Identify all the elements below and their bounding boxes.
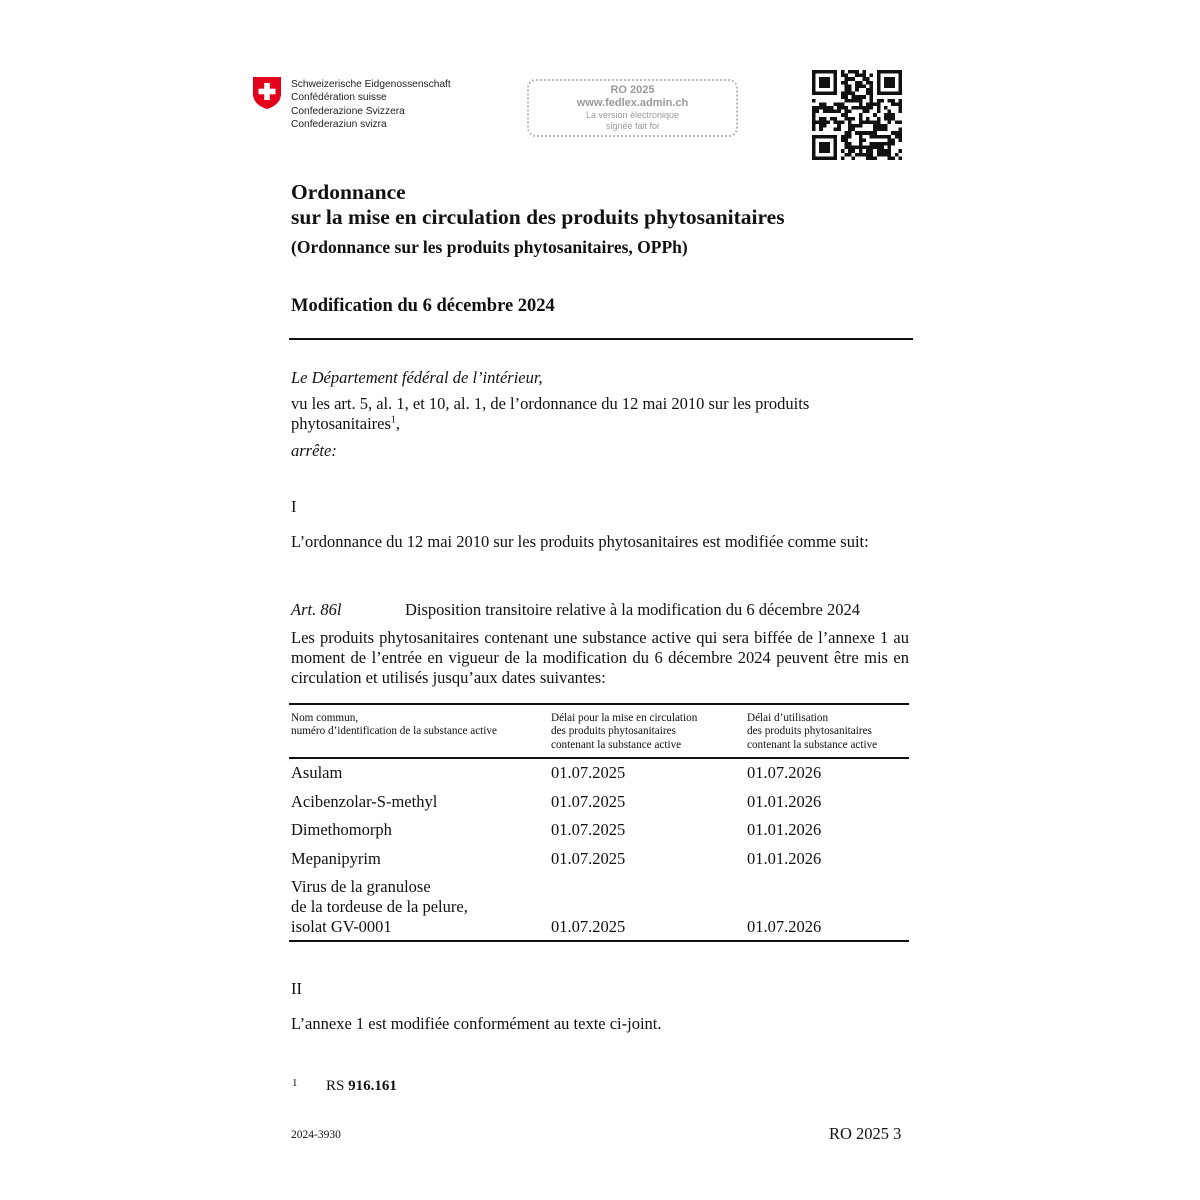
article-text: Les produits phytosanitaires contenant une substance active qui sera biffée de l’annexe 1 au moment de l’entrée en vigueur de la modification du 6 décembre 2024 peuvent être mis en circulation et utilisés jusqu’aux dates suivantes: [291,628,909,687]
swiss-flag-logo [252,76,282,110]
table-header-placing [551,712,697,752]
confederation-fr: Confédération suisse [291,92,387,104]
modification-date: Modification du 6 décembre 2024 [291,296,555,316]
confederation-de: Schweizerische Eidgenossenschaft [291,79,451,90]
header-line: Délai pour la mise en circulation [551,712,698,724]
section-number-1: I [291,497,297,516]
section-1-intro: L’ordonnance du 12 mai 2010 sur les produits phytosanitaires est modifiée comme suit: [291,532,869,551]
table-cell-use: 01.07.2026 [747,917,822,936]
stamp-url: www.fedlex.admin.ch [576,97,689,109]
footnote-reference: 916.161 [348,1078,397,1094]
table-cell-use: 01.01.2026 [747,849,822,868]
header-line: contenant la substance active [747,738,878,751]
decree: arrête: [291,441,337,460]
footnote-number: 1 [292,1077,298,1089]
name-line: de la tordeuse de la pelure, [291,897,468,916]
table-cell-name: Mepanipyrim [291,849,381,868]
document-number: 2024-3930 [291,1129,341,1141]
table-cell-placing: 01.07.2025 [551,792,626,811]
table-cell-placing: 01.07.2025 [551,849,626,868]
header-line: Nom commun, [291,712,359,724]
title-line-1: Ordonnance [291,180,406,204]
section-number-2: II [291,979,302,998]
legal-basis [291,394,911,434]
table-cell-placing: 01.07.2025 [551,820,626,839]
stamp-note-2: signée fait foi [605,121,660,131]
table-cell-placing: 01.07.2025 [551,763,626,782]
confederation-names [291,78,451,132]
article-label: Art. 86l [291,600,342,619]
header-line: Délai d’utilisation [747,712,829,724]
header-line: contenant la substance active [551,738,682,751]
table-cell-use: 01.07.2026 [747,763,822,782]
table-rule-bottom [289,940,909,942]
divider [289,338,913,340]
confederation-it: Confederazione Svizzera [291,105,405,117]
stamp-note-1: La version électronique [585,110,680,120]
header-line: numéro d’identification de la substance active [291,725,497,738]
stamp-ro: RO 2025 [610,84,655,96]
table-cell-placing: 01.07.2025 [551,917,626,936]
name-line: Virus de la granulose [291,877,431,896]
legal-basis-end: , [395,414,401,433]
legal-basis-text: vu les art. 5, al. 1, et 10, al. 1, de l’ordonnance du 12 mai 2010 sur les produits phytosanitaires [291,394,810,433]
header-line: des produits phytosanitaires [551,725,676,738]
page-subtitle: (Ordonnance sur les produits phytosanitaires, OPPh) [291,237,688,257]
table-cell-name [291,877,468,937]
table-rule-header [289,757,909,759]
table-cell-name: Acibenzolar-S-methyl [291,792,438,811]
table-cell-use: 01.01.2026 [747,820,822,839]
qr-code-icon [812,70,902,160]
header-line: des produits phytosanitaires [747,725,872,738]
footnote-prefix: RS [326,1078,345,1094]
table-cell-name: Asulam [291,763,343,782]
page-title [291,180,785,230]
department: Le Département fédéral de l’intérieur, [291,368,543,387]
table-header-substance [291,712,497,739]
fedlex-stamp [527,79,738,137]
title-line-2: sur la mise en circulation des produits phytosanitaires [291,205,785,229]
confederation-rm: Confederaziun svizra [291,119,387,131]
page-reference: RO 2025 3 [829,1124,902,1143]
table-cell-use: 01.01.2026 [747,792,822,811]
table-header-use [747,712,877,752]
footnote-text [326,1078,397,1095]
section-2-text: L’annexe 1 est modifiée conformément au texte ci-joint. [291,1014,662,1033]
article-title: Disposition transitoire relative à la modification du 6 décembre 2024 [405,600,860,619]
footnote-ref: 1 [390,414,396,426]
table-rule-top [289,703,909,705]
table-cell-name: Dimethomorph [291,820,392,839]
name-line: isolat GV-0001 [291,917,392,936]
